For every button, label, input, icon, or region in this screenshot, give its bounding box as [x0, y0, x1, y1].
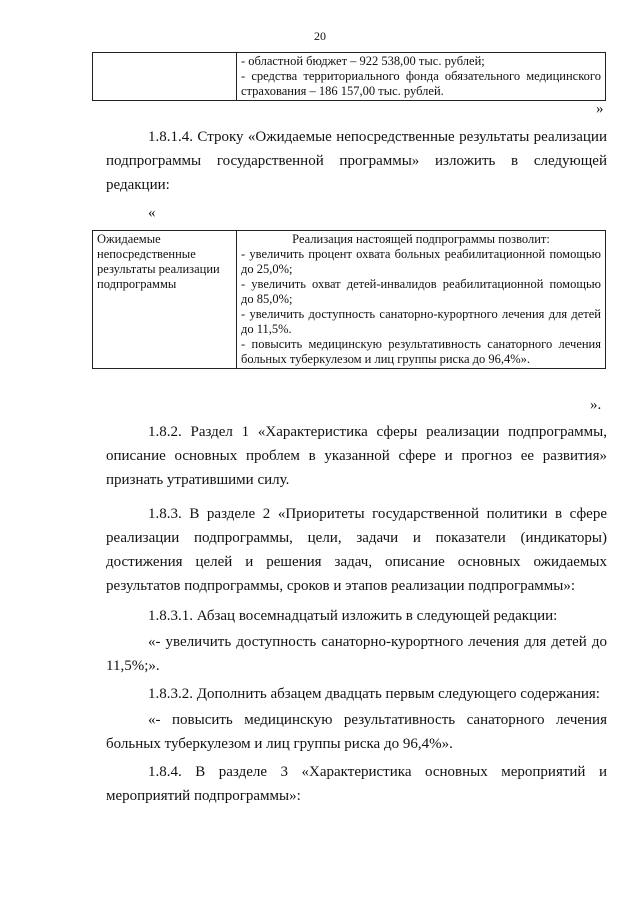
paragraph-1-8-3-2-quote: «- повысить медицинскую результативность санаторного лечения больных туберкулезом и лиц группы риска до 96,4%». — [106, 712, 607, 752]
funding-table-left-cell — [93, 53, 237, 101]
paragraph-1-8-3-1-quote: «- увеличить доступность санаторно-курортного лечения для детей до 11,5%;». — [106, 634, 607, 674]
table2-closing-quote: ». — [590, 397, 602, 413]
expected-results-label-cell: Ожидаемые непосредственные результаты реализации подпрограммы — [93, 231, 237, 369]
expected-results-item: - увеличить охват детей-инвалидов реабилитационной помощью до 85,0%; — [241, 277, 601, 306]
expected-results-item: - увеличить процент охвата больных реабилитационной помощью до 25,0%; — [241, 247, 601, 276]
table1-closing-quote: » — [596, 101, 604, 117]
funding-line-regional: - областной бюджет – 922 538,00 тыс. рублей; — [241, 54, 485, 68]
paragraph-1-8-1-4: 1.8.1.4. Строку «Ожидаемые непосредственные результаты реализации подпрограммы государственной программы» изложить в следующей редакции: — [106, 129, 607, 193]
funding-table-right-cell — [237, 53, 606, 101]
expected-results-item: - повысить медицинскую результативность санаторного лечения больных туберкулезом и лиц группы риска до 96,4%». — [241, 337, 601, 366]
page-number: 20 — [314, 29, 326, 43]
expected-results-heading: Реализация настоящей подпрограммы позволит: — [292, 232, 550, 246]
expected-results-table — [92, 230, 606, 369]
table2-opening-quote: « — [148, 205, 156, 221]
paragraph-1-8-4: 1.8.4. В разделе 3 «Характеристика основных мероприятий и мероприятий подпрограммы»: — [106, 764, 607, 804]
funding-table-fragment — [92, 52, 606, 101]
funding-line-insurance: - средства территориального фонда обязательного медицинского страхования – 186 157,00 тыс. рублей. — [241, 69, 601, 98]
paragraph-1-8-3-1: 1.8.3.1. Абзац восемнадцатый изложить в следующей редакции: — [148, 608, 558, 624]
expected-results-content-cell — [237, 231, 606, 369]
paragraph-1-8-3-2: 1.8.3.2. Дополнить абзацем двадцать первым следующего содержания: — [148, 686, 600, 702]
expected-results-item: - увеличить доступность санаторно-курортного лечения для детей до 11,5%. — [241, 307, 601, 336]
paragraph-1-8-2: 1.8.2. Раздел 1 «Характеристика сферы реализации подпрограммы, описание основных проблем в указанной сфере и прогноз ее развития» признать утратившими силу. — [106, 424, 607, 488]
paragraph-1-8-3: 1.8.3. В разделе 2 «Приоритеты государственной политики в сфере реализации подпрограммы, цели, задачи и показатели (индикаторы) достижения целей и решения задач, описание основных ожидаемых результатов подпрограммы, сроков и этапов реализации подпрограммы»: — [106, 506, 607, 594]
